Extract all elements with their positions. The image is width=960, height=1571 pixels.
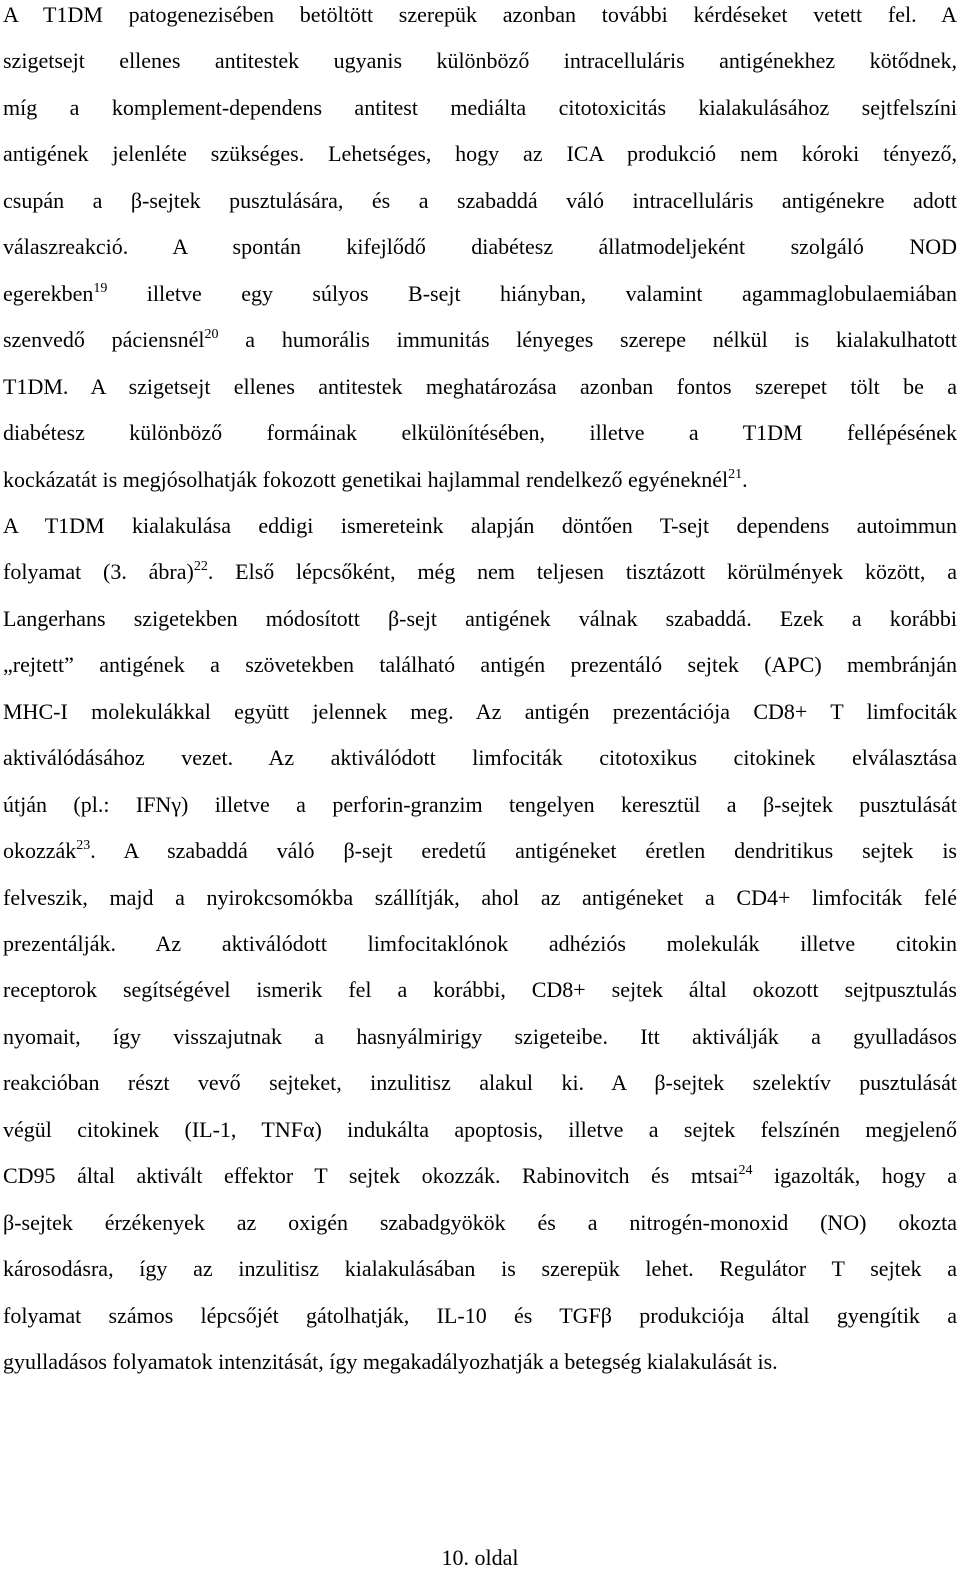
text-line bbox=[3, 559, 957, 585]
text-line bbox=[3, 327, 957, 353]
text-run: aktiválódásához vezet. Az aktiválódott limfociták citotoxikus citokinek elválasztása bbox=[3, 745, 957, 771]
text-line bbox=[3, 234, 957, 260]
text-run: nyomait, így visszajutnak a hasnyálmirigy szigeteibe. Itt aktiválják a gyulladásos bbox=[3, 1023, 957, 1049]
text-run: válaszreakció. A spontán kifejlődő diabétesz állatmodeljeként szolgáló NOD bbox=[3, 234, 957, 260]
citation-superscript: 19 bbox=[93, 280, 108, 296]
citation-superscript: 23 bbox=[76, 838, 91, 854]
text-line bbox=[3, 374, 957, 400]
text-run: míg a komplement-dependens antitest mediálta citotoxicitás kialakulásához sejtfelszíni bbox=[3, 94, 957, 120]
text-run: útján (pl.: IFNγ) illetve a perforin-granzim tengelyen keresztül a β-sejtek pusztulását bbox=[3, 791, 957, 817]
text-line bbox=[3, 606, 957, 632]
text-line bbox=[3, 95, 957, 121]
text-run: folyamat (3. ábra) bbox=[3, 559, 194, 585]
text-line bbox=[3, 48, 957, 74]
text-line bbox=[3, 1303, 957, 1329]
text-line bbox=[3, 699, 957, 725]
text-line bbox=[3, 838, 957, 864]
text-line bbox=[3, 1163, 957, 1189]
text-line bbox=[3, 792, 957, 818]
text-line bbox=[3, 467, 957, 493]
text-line bbox=[3, 931, 957, 957]
text-run: károsodásra, így az inzulitisz kialakulásában is szerepük lehet. Regulátor T sejtek a bbox=[3, 1256, 957, 1282]
text-line bbox=[3, 2, 957, 28]
citation-superscript: 21 bbox=[728, 466, 743, 482]
text-run: gyulladásos folyamatok intenzitását, így megakadályozhatják a betegség kialakulását is. bbox=[3, 1349, 778, 1375]
text-run: A T1DM patogenezisében betöltött szerepük azonban további kérdéseket vetett fel. A bbox=[3, 2, 957, 27]
text-run: „rejtett” antigének a szövetekben található antigén prezentáló sejtek (APC) membránján bbox=[3, 652, 957, 678]
text-run: igazolták, hogy a bbox=[752, 1163, 957, 1189]
text-run: Langerhans szigetekben módosított β-sejt antigének válnak szabaddá. Ezek a korábbi bbox=[3, 605, 957, 631]
text-run: reakcióban részt vevő sejteket, inzulitisz alakul ki. A β-sejtek szelektív pusztulását bbox=[3, 1070, 957, 1096]
text-run: felveszik, majd a nyirokcsomókba szállítják, ahol az antigéneket a CD4+ limfociták felé bbox=[3, 884, 957, 910]
text-run: végül citokinek (IL-1, TNFα) indukálta apoptosis, illetve a sejtek felszínén megjelenő bbox=[3, 1116, 957, 1142]
text-line bbox=[3, 1210, 957, 1236]
text-run: . Első lépcsőként, még nem teljesen tisztázott körülmények között, a bbox=[207, 559, 958, 585]
text-line bbox=[3, 1349, 957, 1375]
text-run: MHC-I molekulákkal együtt jelennek meg. Az antigén prezentációja CD8+ T limfociták bbox=[3, 698, 957, 724]
citation-superscript: 22 bbox=[193, 559, 208, 575]
text-line bbox=[3, 281, 957, 307]
text-run: szigetsejt ellenes antitestek ugyanis különböző intracelluláris antigénekhez kötődnek, bbox=[3, 48, 957, 74]
text-run: okozzák bbox=[3, 838, 77, 864]
text-line bbox=[3, 977, 957, 1003]
text-run: . bbox=[742, 466, 748, 492]
text-line bbox=[3, 1117, 957, 1143]
text-run: kockázatát is megjósolhatják fokozott genetikai hajlammal rendelkező egyéneknél bbox=[3, 466, 729, 492]
text-line bbox=[3, 513, 957, 539]
page-number: 10. oldal bbox=[441, 1545, 519, 1570]
citation-superscript: 20 bbox=[204, 327, 219, 343]
text-line bbox=[3, 885, 957, 911]
text-run: A T1DM kialakulása eddigi ismereteink alapján döntően T-sejt dependens autoimmun bbox=[3, 512, 957, 538]
text-run: . A szabaddá váló β-sejt eredetű antigéneket éretlen dendritikus sejtek is bbox=[90, 838, 957, 864]
text-run: diabétesz különböző formáinak elkülönítésében, illetve a T1DM fellépésének bbox=[3, 420, 957, 446]
text-run: receptorok segítségével ismerik fel a korábbi, CD8+ sejtek által okozott sejtpusztulás bbox=[3, 977, 957, 1003]
text-run: folyamat számos lépcsőjét gátolhatják, IL-10 és TGFβ produkciója által gyengítik a bbox=[3, 1302, 957, 1328]
text-line bbox=[3, 745, 957, 771]
text-run: egerekben bbox=[3, 280, 94, 306]
text-line bbox=[3, 1024, 957, 1050]
text-line bbox=[3, 188, 957, 214]
text-run: a humorális immunitás lényeges szerepe nélkül is kialakulhatott bbox=[218, 327, 958, 353]
text-line bbox=[3, 1256, 957, 1282]
text-run: T1DM. A szigetsejt ellenes antitestek meghatározása azonban fontos szerepet tölt be a bbox=[3, 373, 957, 399]
text-line bbox=[3, 652, 957, 678]
text-run: prezentálják. Az aktiválódott limfocitaklónok adhéziós molekulák illetve citokin bbox=[3, 931, 957, 956]
text-line bbox=[3, 420, 957, 446]
text-run: antigének jelenléte szükséges. Lehetséges, hogy az ICA produkció nem kóroki tényező, bbox=[3, 141, 957, 167]
text-run: CD95 által aktivált effektor T sejtek okozzák. Rabinovitch és mtsai bbox=[3, 1163, 739, 1189]
text-line bbox=[3, 141, 957, 167]
text-run: szenvedő páciensnél bbox=[3, 327, 205, 353]
text-run: csupán a β-sejtek pusztulására, és a szabaddá váló intracelluláris antigénekre adott bbox=[3, 187, 957, 213]
citation-superscript: 24 bbox=[738, 1163, 753, 1179]
text-run: β-sejtek érzékenyek az oxigén szabadgyökök és a nitrogén-monoxid (NO) okozta bbox=[3, 1209, 957, 1235]
text-line bbox=[3, 1070, 957, 1096]
text-run: illetve egy súlyos B-sejt hiányban, valamint agammaglobulaemiában bbox=[107, 280, 957, 306]
